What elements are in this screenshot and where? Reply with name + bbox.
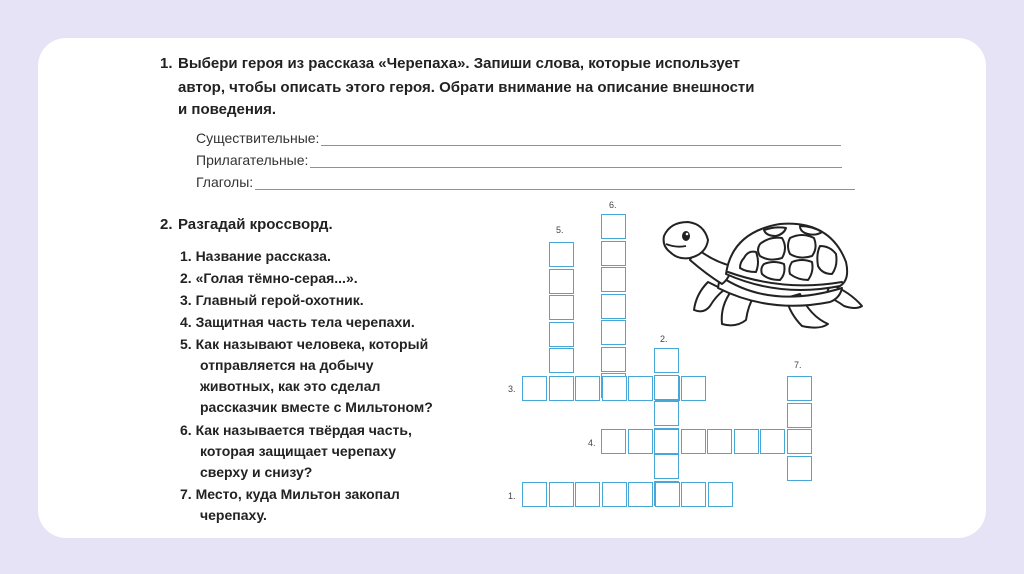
crossword-cell-w6[interactable] [601,347,626,372]
crossword-cell-w3[interactable] [681,376,706,401]
crossword-cell-w6[interactable] [601,294,626,319]
crossword-cell-w2[interactable] [654,454,679,479]
crossword-cell-w4[interactable] [760,429,785,454]
task1-heading: 1. Выбери героя из рассказа «Черепаха». Запиши слова, которые использует [160,55,740,72]
crossword-number-5: 5. [556,225,564,235]
nouns-field[interactable]: Существительные: [196,126,841,146]
crossword-cell-w1[interactable] [708,482,733,507]
crossword-cell-w4[interactable] [601,429,626,454]
crossword-number-2: 2. [660,334,668,344]
crossword-cell-w5[interactable] [549,242,574,267]
crossword-cell-w1[interactable] [549,482,574,507]
crossword-cell-w4[interactable] [734,429,759,454]
crossword-cell-w6[interactable] [601,320,626,345]
crossword-cell-w3[interactable] [575,376,600,401]
crossword-cell-w2[interactable] [654,375,679,400]
clue-6: 6. Как называется твёрдая часть, которая защищает черепаху сверху и снизу? [180,422,412,480]
crossword-cell-w1[interactable] [575,482,600,507]
crossword-cell-w3[interactable] [522,376,547,401]
verbs-field[interactable]: Глаголы: [196,170,855,190]
crossword-cell-w4[interactable] [707,429,732,454]
crossword-cell-w7[interactable] [787,403,812,428]
crossword-cell-w7[interactable] [787,429,812,454]
crossword-cell-w1[interactable] [681,482,706,507]
crossword-cell-w1[interactable] [628,482,653,507]
crossword-number-3: 3. [508,384,516,394]
clue-5: 5. Как называют человека, который отправляется на добычу животных, как это сделал рассказчик вместе с Мильтоном? [180,336,433,415]
crossword-cell-w1[interactable] [655,482,680,507]
crossword-cell-w6[interactable] [601,241,626,266]
crossword-number-4: 4. [588,438,596,448]
crossword-cell-w4[interactable] [628,429,653,454]
crossword-cell-w1[interactable] [522,482,547,507]
crossword-cell-w1[interactable] [602,482,627,507]
clue-2: 2. «Голая тёмно-серая...». [180,270,358,286]
clue-4: 4. Защитная часть тела черепахи. [180,314,415,330]
adjectives-field[interactable]: Прилагательные: [196,148,842,168]
crossword-cell-w6[interactable] [601,214,626,239]
crossword-cell-w2[interactable] [654,348,679,373]
crossword-cell-w6[interactable] [601,267,626,292]
crossword-cell-w3[interactable] [602,376,627,401]
crossword-cell-w4[interactable] [654,429,679,454]
crossword-cell-w3[interactable] [628,376,653,401]
task1-heading-line2: автор, чтобы описать этого героя. Обрати внимание на описание внешности [178,79,755,96]
crossword-cell-w5[interactable] [549,295,574,320]
crossword-cell-w5[interactable] [549,322,574,347]
clue-1: 1. Название рассказа. [180,248,331,264]
crossword-cell-w2[interactable] [654,401,679,426]
verbs-answer-line[interactable] [255,175,855,190]
crossword-number-1: 1. [508,491,516,501]
task1-heading-line3: и поведения. [178,101,277,118]
nouns-answer-line[interactable] [321,131,841,146]
task2-heading: 2. Разгадай кроссворд. [160,216,333,233]
adjectives-answer-line[interactable] [310,153,842,168]
crossword-number-7: 7. [794,360,802,370]
crossword-number-6: 6. [609,200,617,210]
crossword-cell-w7[interactable] [787,456,812,481]
crossword-cell-w5[interactable] [549,348,574,373]
clue-3: 3. Главный герой-охотник. [180,292,364,308]
clue-7: 7. Место, куда Мильтон закопал черепаху. [180,486,400,523]
crossword-cell-w5[interactable] [549,269,574,294]
crossword-cell-w4[interactable] [681,429,706,454]
crossword-cell-w3[interactable] [549,376,574,401]
crossword-cell-w7[interactable] [787,376,812,401]
turtle-illustration-icon [660,214,872,332]
